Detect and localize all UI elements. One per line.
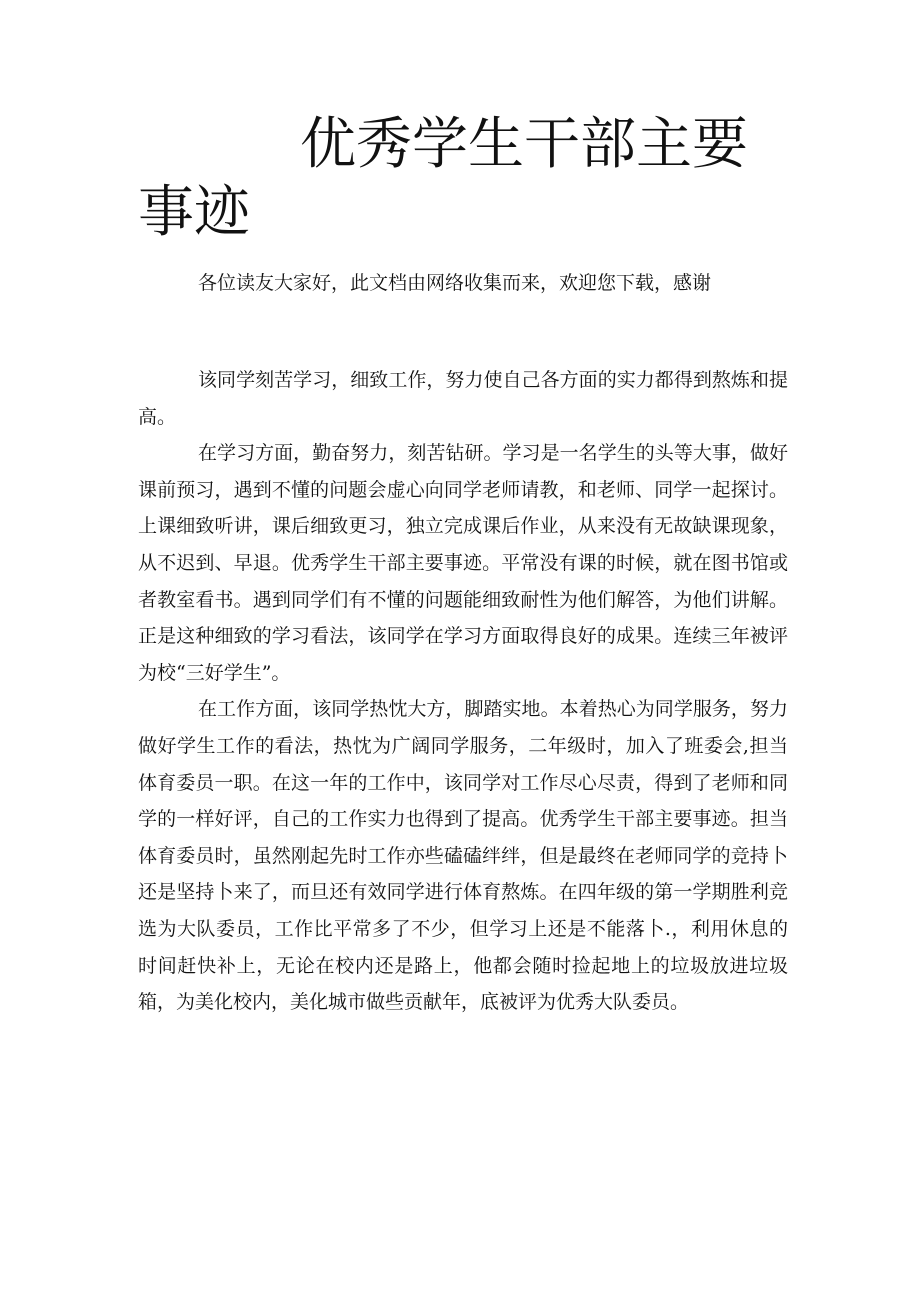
paragraph-summary: 该同学刻苦学习，细致工作，努力使自己各方面的实力都得到熬炼和提高。 (138, 369, 788, 428)
document-title-line-1: 优秀学生干部主要 (300, 112, 748, 177)
document-body (138, 362, 788, 1021)
intro-note: 各位读友大家好，此文档由网络收集而来，欢迎您下载，感谢 (198, 272, 712, 294)
paragraph-work: 在工作方面，该同学热忱大方，脚踏实地。本着热心为同学服务，努力做好学生工作的看法，热忱为广阔同学服务，二年级时，加入了班委会,担当体育委员一职。在这一年的工作中，该同学对工作尽心尽责，得到了老师和同学的一样好评，自己的工作实力也得到了提高。优秀学生干部主要事迹。担当体育委员时，虽然刚起先时工作亦些磕磕绊绊，但是最终在老师同学的竞持卜还是坚持卜来了，而旦还有效同学进行体育熬炼。在四年级的第一学期胜利竞选为大队委员，工作比平常多了不少，但学习上还是不能落卜.，利用休息的时间赶快补上，无论在校内还是路上，他都会随时捡起地上的垃圾放进垃圾箱，为美化校内，美化城市做些贡献年，底被评为优秀大队委员。 (138, 698, 788, 1014)
paragraph-study: 在学习方面，勤奋努力，刻苦钻研。学习是一名学生的头等大事，做好课前预习，遇到不懂的问题会虚心向同学老师请教，和老师、同学一起探讨。上课细致听讲，课后细致更习，独立完成课后作业，从来没有无故缺课现象，从不迟到、早退。优秀学生干部主要事迹。平常没有课的时候，就在图书馆或者教室看书。遇到同学们有不懂的问题能细致耐性为他们解答，为他们讲解。正是这种细致的学习看法，该同学在学习方面取得良好的成果。连续三年被评为校“三好学生”。 (138, 442, 788, 684)
document-title-line-2: 事迹 (138, 180, 250, 245)
